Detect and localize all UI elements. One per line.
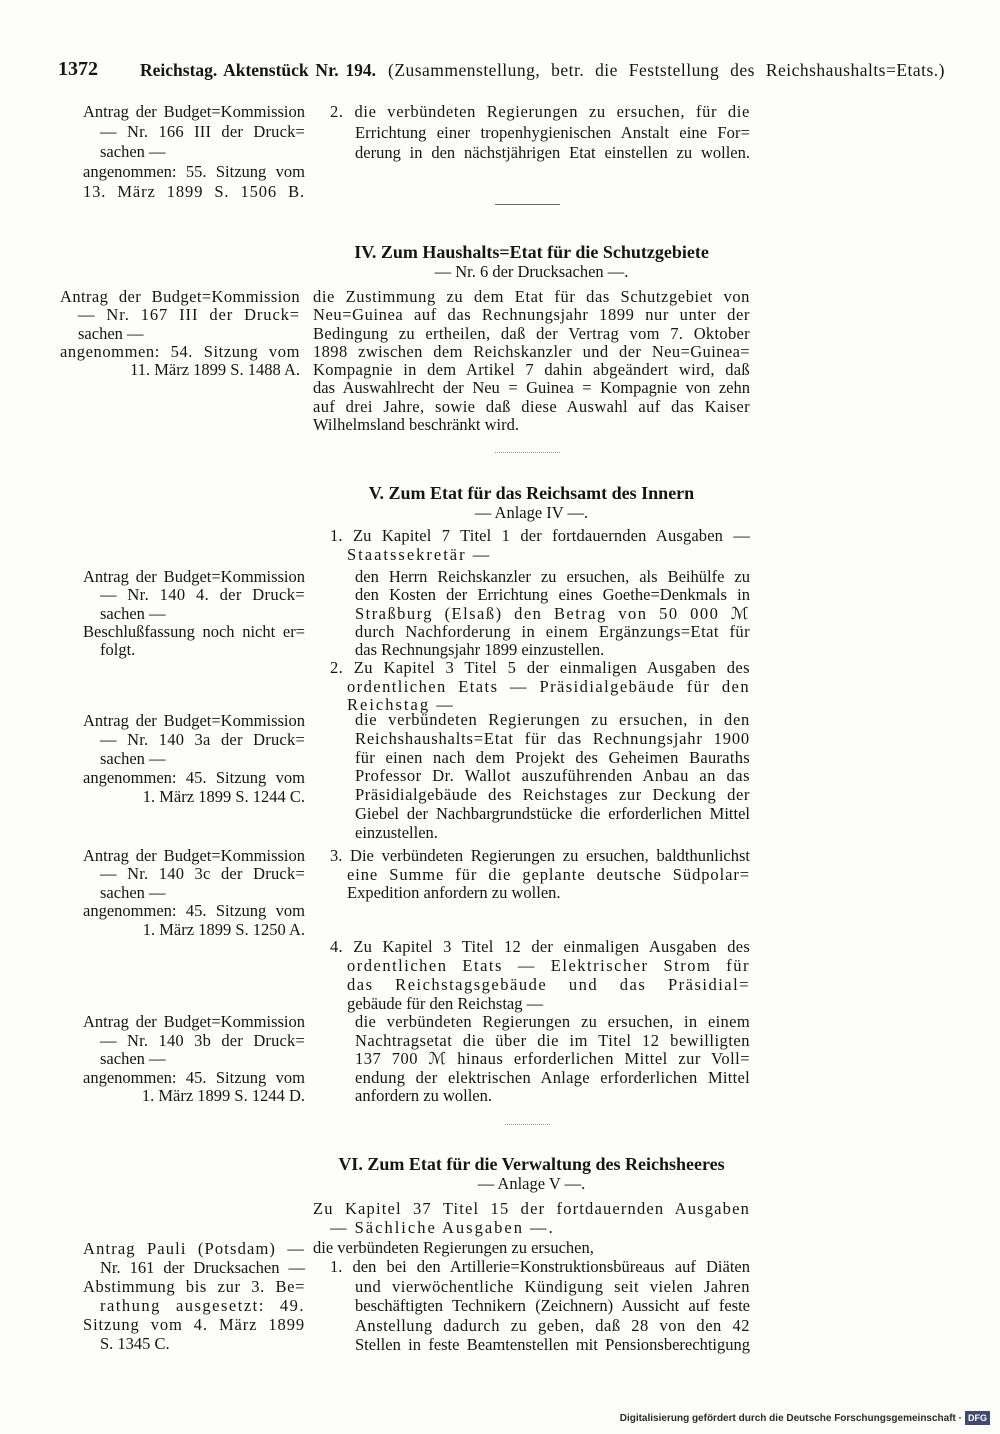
item-heading-line (330, 975, 750, 994)
body-paragraph-line (355, 1050, 750, 1069)
body-paragraph-line (313, 1296, 750, 1315)
margin-note-line (83, 768, 305, 787)
body-paragraph-line (355, 1032, 750, 1051)
body-paragraph (313, 1238, 750, 1354)
line-text: 1. Zu Kapitel 7 Titel 1 der fortdauernden Ausgaben — (330, 526, 750, 545)
line-text: Präsidialgebäude des Reichstages zur Deckung der (355, 785, 750, 805)
line-text: sachen — (100, 142, 166, 161)
line-text: 2. Zu Kapitel 3 Titel 5 der einmaligen Ausgaben des (330, 658, 750, 677)
margin-note-line (83, 787, 305, 806)
body-paragraph-line (313, 416, 750, 434)
section-reference (313, 503, 750, 522)
body-paragraph-line (330, 866, 750, 885)
line-text: Professor Dr. Wallot auszuführenden Anbau an das (355, 766, 750, 786)
line-text: das Reichstagsgebäude und das Präsidial= (347, 975, 750, 994)
section-numeral: VI. (338, 1154, 363, 1174)
line-text: derung in den nächstjährigen Etat einstellen zu wollen. (355, 143, 750, 162)
line-text: ordentlichen Etats — Elektrischer Strom für (347, 956, 750, 975)
separator-rule (495, 204, 560, 205)
section-vi-heading (313, 1155, 750, 1193)
line-text: sachen — (100, 749, 166, 768)
margin-note-line (83, 182, 305, 202)
line-text: für einen nach dem Projekt des Geheimen Bauraths (355, 747, 750, 767)
margin-note-line (60, 325, 300, 343)
line-text: die Zustimmung zu dem Etat für das Schutzgebiet von (313, 287, 750, 306)
margin-note-line (60, 343, 300, 361)
section-numeral: V. (368, 483, 384, 503)
line-text: Antrag der Budget=Kommission (83, 102, 305, 121)
body-paragraph-line (313, 306, 750, 324)
line-text: Anstellung dadurch zu geben, daß 28 von den 42 (355, 1315, 750, 1335)
body-paragraph (313, 288, 750, 434)
line-text: Sitzung vom 4. März 1899 (83, 1315, 305, 1334)
document-subtitle-text: (Zusammenstellung, betr. die Feststellung des Reichshaushalts=Etats.) (388, 60, 945, 80)
body-paragraph-line (355, 1013, 750, 1032)
section-numeral: IV. (354, 242, 377, 262)
item-heading (313, 1199, 750, 1237)
margin-note (83, 711, 305, 806)
margin-note (83, 1013, 305, 1106)
margin-note-line (60, 306, 300, 324)
body-paragraph (355, 711, 750, 843)
line-text: S. 1345 C. (100, 1334, 170, 1353)
margin-note-line (83, 586, 305, 604)
line-text: folgt. (100, 640, 136, 660)
line-text: 1898 zwischen dem Reichskanzler und der Neu=Guinea= (313, 341, 750, 361)
body-paragraph-line (313, 288, 750, 306)
section-title: Zum Etat für die Verwaltung des Reichsheeres (367, 1154, 725, 1174)
line-text: Kompagnie in dem Artikel 7 dahin abgeändert wird, daß (313, 360, 750, 380)
margin-note-line (83, 605, 305, 623)
body-paragraph-line (313, 343, 750, 361)
item-heading-line (313, 1199, 750, 1218)
margin-note-line (83, 623, 305, 641)
margin-note-line (60, 361, 300, 379)
line-text: Staatssekretär — (347, 544, 492, 564)
line-text: Zu Kapitel 37 Titel 15 der fortdauernden Ausgaben (313, 1199, 750, 1218)
body-paragraph-line (355, 605, 750, 623)
margin-note-line (83, 1258, 305, 1277)
body-paragraph-line (355, 641, 750, 659)
body-paragraph-line (355, 824, 750, 843)
body-paragraph-line (330, 123, 750, 144)
line-text: den Kosten der Errichtung eines Goethe=Denkmals in (355, 585, 750, 605)
line-text: gebäude für den Reichstag — (347, 994, 544, 1013)
item-heading-line (330, 659, 750, 678)
margin-note-line (83, 884, 305, 902)
credit-text: Digitalisierung gefördert durch die Deutsche Forschungsgemeinschaft · (619, 1413, 962, 1424)
margin-note-line (83, 1069, 305, 1088)
item-heading-line (313, 1218, 750, 1237)
line-text: Reichshaushalts=Etat für das Rechnungsjahr 1900 (355, 728, 750, 748)
line-text: — Nr. 140 4. der Druck= (100, 585, 305, 605)
line-text: Nr. 161 der Drucksachen — (100, 1258, 305, 1277)
margin-note-line (83, 641, 305, 659)
item-heading-line (330, 527, 750, 546)
section-title: Zum Etat für das Reichsamt des Innern (388, 483, 695, 503)
body-paragraph-line (355, 749, 750, 768)
body-paragraph-line (330, 847, 750, 866)
line-text: 2. die verbündeten Regierungen zu ersuchen, für die (330, 102, 750, 121)
margin-note-line (83, 921, 305, 939)
line-text: Beschlußfassung noch nicht er= (83, 621, 305, 641)
line-text: 3. Die verbündeten Regierungen zu ersuchen, baldthunlichst (330, 846, 750, 865)
margin-note (83, 847, 305, 939)
line-text: 1. März 1899 S. 1250 A. (142, 919, 305, 939)
line-text: rathung ausgesetzt: 49. (100, 1296, 305, 1315)
line-text: die verbündeten Regierungen zu ersuchen, in den (355, 710, 750, 729)
section-v-heading (313, 484, 750, 522)
line-text: das Auswahlrecht der Neu = Guinea = Kompagnie von zehn (313, 378, 750, 398)
body-paragraph-line (330, 143, 750, 164)
line-text: Nachtragsetat die über die im Titel 12 bewilligten (355, 1030, 750, 1050)
line-text: Wilhelmsland beschränkt wird. (313, 415, 519, 435)
margin-note-line (83, 568, 305, 586)
body-paragraph-line (313, 1277, 750, 1296)
margin-note-line (83, 162, 305, 182)
line-text: eine Summe für die geplante deutsche Südpolar= (347, 864, 750, 884)
margin-note-line (83, 102, 305, 122)
item-heading-line (330, 994, 750, 1013)
document-subtitle (388, 57, 945, 83)
margin-note-line (83, 1013, 305, 1032)
body-paragraph-line (313, 1238, 750, 1257)
margin-note-line (83, 847, 305, 865)
line-text: 1. März 1899 S. 1244 C. (142, 787, 305, 806)
line-text: sachen — (78, 323, 144, 343)
item-heading (330, 527, 750, 564)
line-text: Reichstag — (347, 695, 455, 714)
body-paragraph-line (313, 325, 750, 343)
section-reference (313, 1174, 750, 1193)
body-paragraph (355, 568, 750, 659)
margin-note (83, 568, 305, 659)
line-text: 11. März 1899 S. 1488 A. (130, 360, 300, 380)
body-paragraph-line (313, 361, 750, 379)
body-paragraph (355, 1013, 750, 1106)
body-paragraph-line (355, 730, 750, 749)
item-heading-line (330, 937, 750, 956)
line-text: — Nr. 166 III der Druck= (100, 122, 305, 141)
body-paragraph-line (330, 102, 750, 123)
body-paragraph-line (355, 1069, 750, 1088)
separator-rule (495, 452, 560, 453)
line-text: — Nr. 140 3c der Druck= (100, 864, 305, 884)
line-text: Abstimmung bis zur 3. Be= (83, 1277, 305, 1296)
margin-note-line (83, 1334, 305, 1353)
body-paragraph-line (355, 1087, 750, 1106)
page-number (58, 56, 128, 82)
line-text: und vierwöchentliche Kündigung seit vielen Jahren (355, 1276, 750, 1296)
line-text: die verbündeten Regierungen zu ersuchen, (313, 1238, 594, 1257)
margin-note-line (60, 288, 300, 306)
line-text: angenommen: 54. Sitzung vom (60, 341, 300, 361)
body-paragraph-line (355, 767, 750, 786)
body-paragraph-line (355, 586, 750, 604)
margin-note-line (83, 1032, 305, 1051)
margin-note-line (83, 1296, 305, 1315)
section-reference-text: — Nr. 6 der Drucksachen —. (434, 262, 629, 281)
line-text: die verbündeten Regierungen zu ersuchen, in einem (355, 1012, 750, 1031)
item-heading (330, 937, 750, 1013)
document-title (140, 57, 376, 83)
line-text: — Nr. 140 3a der Druck= (100, 730, 305, 749)
margin-note-line (83, 711, 305, 730)
line-text: sachen — (100, 882, 166, 902)
body-paragraph-line (355, 711, 750, 730)
section-title-line (313, 1155, 750, 1174)
line-text: Bedingung zu ertheilen, daß der Vertrag vom 7. Oktober (313, 323, 750, 343)
line-text: angenommen: 45. Sitzung vom (83, 901, 305, 921)
margin-note-line (83, 142, 305, 162)
digitization-credit (620, 1411, 990, 1427)
body-paragraph-line (313, 1316, 750, 1335)
body-paragraph-line (355, 786, 750, 805)
body-paragraph-line (355, 568, 750, 586)
line-text: Giebel der Nachbargrundstücke die erforderlichen Mittel (355, 803, 750, 823)
body-paragraph (330, 847, 750, 903)
line-text: den Herrn Reichskanzler zu ersuchen, als Beihülfe zu (355, 567, 750, 586)
line-text: auf drei Jahre, sowie daß diese Auswahl auf das Kaiser (313, 396, 750, 416)
line-text: — Nr. 140 3b der Druck= (100, 1030, 305, 1050)
separator-rule (505, 1124, 550, 1125)
line-text: Antrag der Budget=Kommission (83, 846, 305, 865)
margin-note-line (83, 1050, 305, 1069)
section-reference-text: — Anlage IV —. (474, 503, 589, 522)
line-text: ordentlichen Etats — Präsidialgebäude für den (347, 676, 750, 696)
line-text: 137 700 ℳ hinaus erforderlichen Mittel zur Voll= (355, 1049, 750, 1069)
line-text: angenommen: 45. Sitzung vom (83, 768, 305, 787)
section-title-line (313, 243, 750, 262)
body-paragraph-line (330, 884, 750, 903)
line-text: angenommen: 45. Sitzung vom (83, 1067, 305, 1087)
line-text: Expedition anfordern zu wollen. (347, 883, 561, 902)
line-text: Errichtung einer tropenhygienischen Anstalt eine For= (355, 122, 750, 142)
page-number-text: 1372 (58, 58, 98, 80)
line-text: angenommen: 55. Sitzung vom (83, 162, 305, 181)
line-text: Antrag der Budget=Kommission (60, 287, 300, 306)
line-text: endung der elektrischen Anlage erforderlichen Mittel (355, 1067, 750, 1087)
line-text: Neu=Guinea auf das Rechnungsjahr 1899 nur unter der (313, 305, 750, 325)
margin-note-line (83, 749, 305, 768)
body-paragraph-line (313, 398, 750, 416)
body-paragraph (330, 102, 750, 164)
margin-note-line (83, 1277, 305, 1296)
line-text: durch Nachforderung in einem Ergänzungs=Etat für (355, 621, 750, 641)
margin-note (60, 288, 300, 379)
line-text: 13. März 1899 S. 1506 B. (83, 182, 305, 201)
body-paragraph-line (355, 805, 750, 824)
section-iv-heading (313, 243, 750, 281)
item-heading-line (330, 956, 750, 975)
item-heading-line (330, 678, 750, 697)
line-text: — Sächliche Ausgaben —. (330, 1218, 555, 1237)
item-heading (330, 659, 750, 715)
section-title-line (313, 484, 750, 503)
line-text: sachen — (100, 1049, 166, 1069)
line-text: anfordern zu wollen. (355, 1086, 492, 1106)
margin-note-line (83, 122, 305, 142)
margin-note-line (83, 902, 305, 920)
line-text: 1. den bei den Artillerie=Konstruktionsbüreaus auf Diäten (330, 1257, 750, 1277)
margin-note-line (83, 730, 305, 749)
body-paragraph-line (313, 1335, 750, 1354)
margin-note-line (83, 1315, 305, 1334)
section-reference-text: — Anlage V —. (477, 1174, 586, 1193)
line-text: Antrag der Budget=Kommission (83, 1012, 305, 1031)
line-text: sachen — (100, 603, 166, 623)
document-title-text: Reichstag. Aktenstück Nr. 194. (140, 60, 376, 80)
line-text: das Rechnungsjahr 1899 einzustellen. (355, 640, 605, 660)
line-text: einzustellen. (355, 822, 438, 842)
margin-note (83, 102, 305, 202)
body-paragraph-line (355, 623, 750, 641)
line-text: 1. März 1899 S. 1244 D. (141, 1086, 305, 1106)
line-text: 4. Zu Kapitel 3 Titel 12 der einmaligen Ausgaben des (330, 937, 750, 956)
margin-note-line (83, 1087, 305, 1106)
body-paragraph-line (313, 1257, 750, 1276)
body-paragraph-line (313, 379, 750, 397)
dfg-logo: DFG (965, 1411, 990, 1425)
item-heading-line (330, 546, 750, 565)
line-text: Stellen in feste Beamtenstellen mit Pensionsberechtigung (355, 1334, 750, 1354)
line-text: beschäftigten Technikern (Zeichnern) Aussicht auf feste (355, 1296, 750, 1316)
section-reference (313, 262, 750, 281)
line-text: Antrag Pauli (Potsdam) — (83, 1239, 305, 1258)
line-text: — Nr. 167 III der Druck= (78, 305, 300, 325)
line-text: Straßburg (Elsaß) den Betrag von 50 000 ℳ (355, 603, 750, 623)
margin-note (83, 1239, 305, 1353)
margin-note-line (83, 1239, 305, 1258)
line-text: Antrag der Budget=Kommission (83, 567, 305, 586)
line-text: Antrag der Budget=Kommission (83, 711, 305, 730)
margin-note-line (83, 865, 305, 883)
section-title: Zum Haushalts=Etat für die Schutzgebiete (380, 242, 709, 262)
